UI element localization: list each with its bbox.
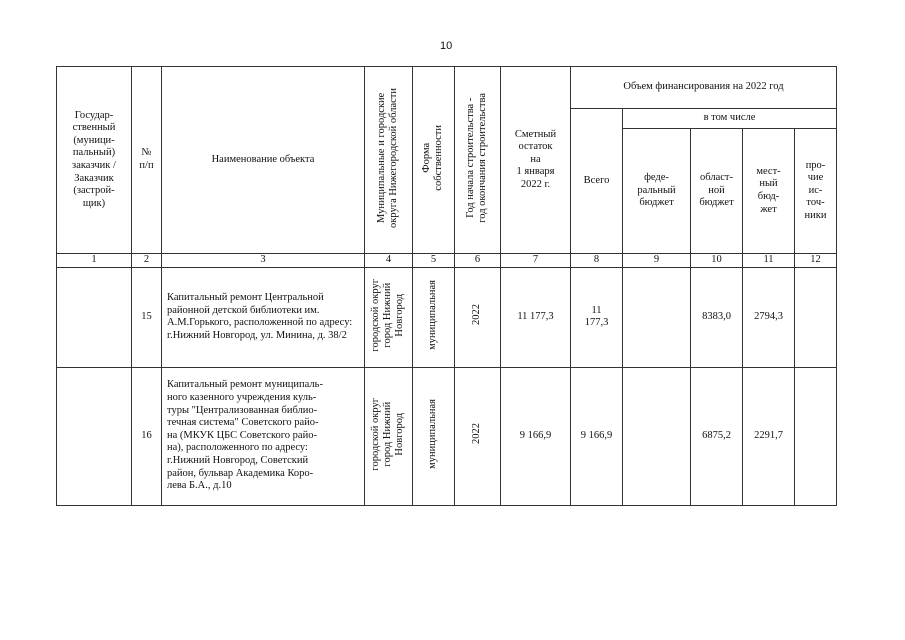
column-number: 8 (571, 254, 623, 268)
district-cell (365, 367, 413, 505)
header-customer: Государ- ственный (муници- пальный) заказчик / Заказчик (застрой- щик) (57, 67, 132, 254)
header-including: в том числе (623, 109, 837, 129)
object-name: Капитальный ремонт Центральной районной детской библиотеки им. А.М.Горького, расположенной по адресу: г.Нижний Новгород, ул. Минина, д. 38/2 (162, 267, 365, 367)
other (795, 267, 837, 367)
years-cell (455, 367, 501, 505)
column-number: 7 (501, 254, 571, 268)
header-number: № п/п (132, 67, 162, 254)
financing-table (56, 66, 837, 506)
header-regional: област- ной бюджет (691, 129, 743, 254)
total: 11 177,3 (571, 267, 623, 367)
header-district: Муниципальные и городские округа Нижегородской области (376, 87, 400, 228)
column-number: 11 (743, 254, 795, 268)
column-number: 12 (795, 254, 837, 268)
column-number: 10 (691, 254, 743, 268)
header-ownership: Форма собственности (421, 124, 445, 191)
page-number: 10 (440, 40, 453, 52)
column-number: 4 (365, 254, 413, 268)
ownership: муниципальная (427, 398, 439, 469)
customer-cell (57, 267, 132, 367)
object-name: Капитальный ремонт муниципаль- ного казенного учреждения куль- туры "Централизованная библио- течная система" Советского райо- на (МКУК ЦБС Советского райо- на), расположенного по адресу: г.Нижний Новгород, Советский район, бульвар Академика Коро- лева Б.А., д.10 (162, 367, 365, 505)
header-years-cell (455, 67, 501, 254)
table-row (57, 267, 837, 367)
total: 9 166,9 (571, 367, 623, 505)
header-years: Год начала строительства - год окончания строительства (465, 92, 489, 223)
years-cell (455, 267, 501, 367)
row-number: 15 (132, 267, 162, 367)
regional: 6875,2 (691, 367, 743, 505)
years: 2022 (471, 423, 483, 445)
header-ownership-cell (413, 67, 455, 254)
header-funding-title: Объем финансирования на 2022 год (571, 67, 837, 109)
local: 2794,3 (743, 267, 795, 367)
table-row (57, 367, 837, 505)
column-number: 3 (162, 254, 365, 268)
header-total: Всего (571, 109, 623, 254)
ownership: муниципальная (427, 279, 439, 350)
remaining: 9 166,9 (501, 367, 571, 505)
row-number: 16 (132, 367, 162, 505)
header-other: про- чие ис- точ- ники (795, 129, 837, 254)
column-number: 1 (57, 254, 132, 268)
district-cell (365, 267, 413, 367)
district: городской округ город Нижний Новгород (370, 397, 406, 471)
other (795, 367, 837, 505)
district: городской округ город Нижний Новгород (370, 278, 406, 352)
header-local: мест- ный бюд- жет (743, 129, 795, 254)
local: 2291,7 (743, 367, 795, 505)
years: 2022 (471, 304, 483, 326)
regional: 8383,0 (691, 267, 743, 367)
header-remaining: Сметный остаток на 1 января 2022 г. (501, 67, 571, 254)
remaining: 11 177,3 (501, 267, 571, 367)
header-object-name: Наименование объекта (162, 67, 365, 254)
federal (623, 367, 691, 505)
column-number: 9 (623, 254, 691, 268)
federal (623, 267, 691, 367)
column-number: 2 (132, 254, 162, 268)
customer-cell (57, 367, 132, 505)
header-federal: феде- ральный бюджет (623, 129, 691, 254)
column-number: 6 (455, 254, 501, 268)
ownership-cell (413, 267, 455, 367)
header-district-cell (365, 67, 413, 254)
ownership-cell (413, 367, 455, 505)
column-number: 5 (413, 254, 455, 268)
